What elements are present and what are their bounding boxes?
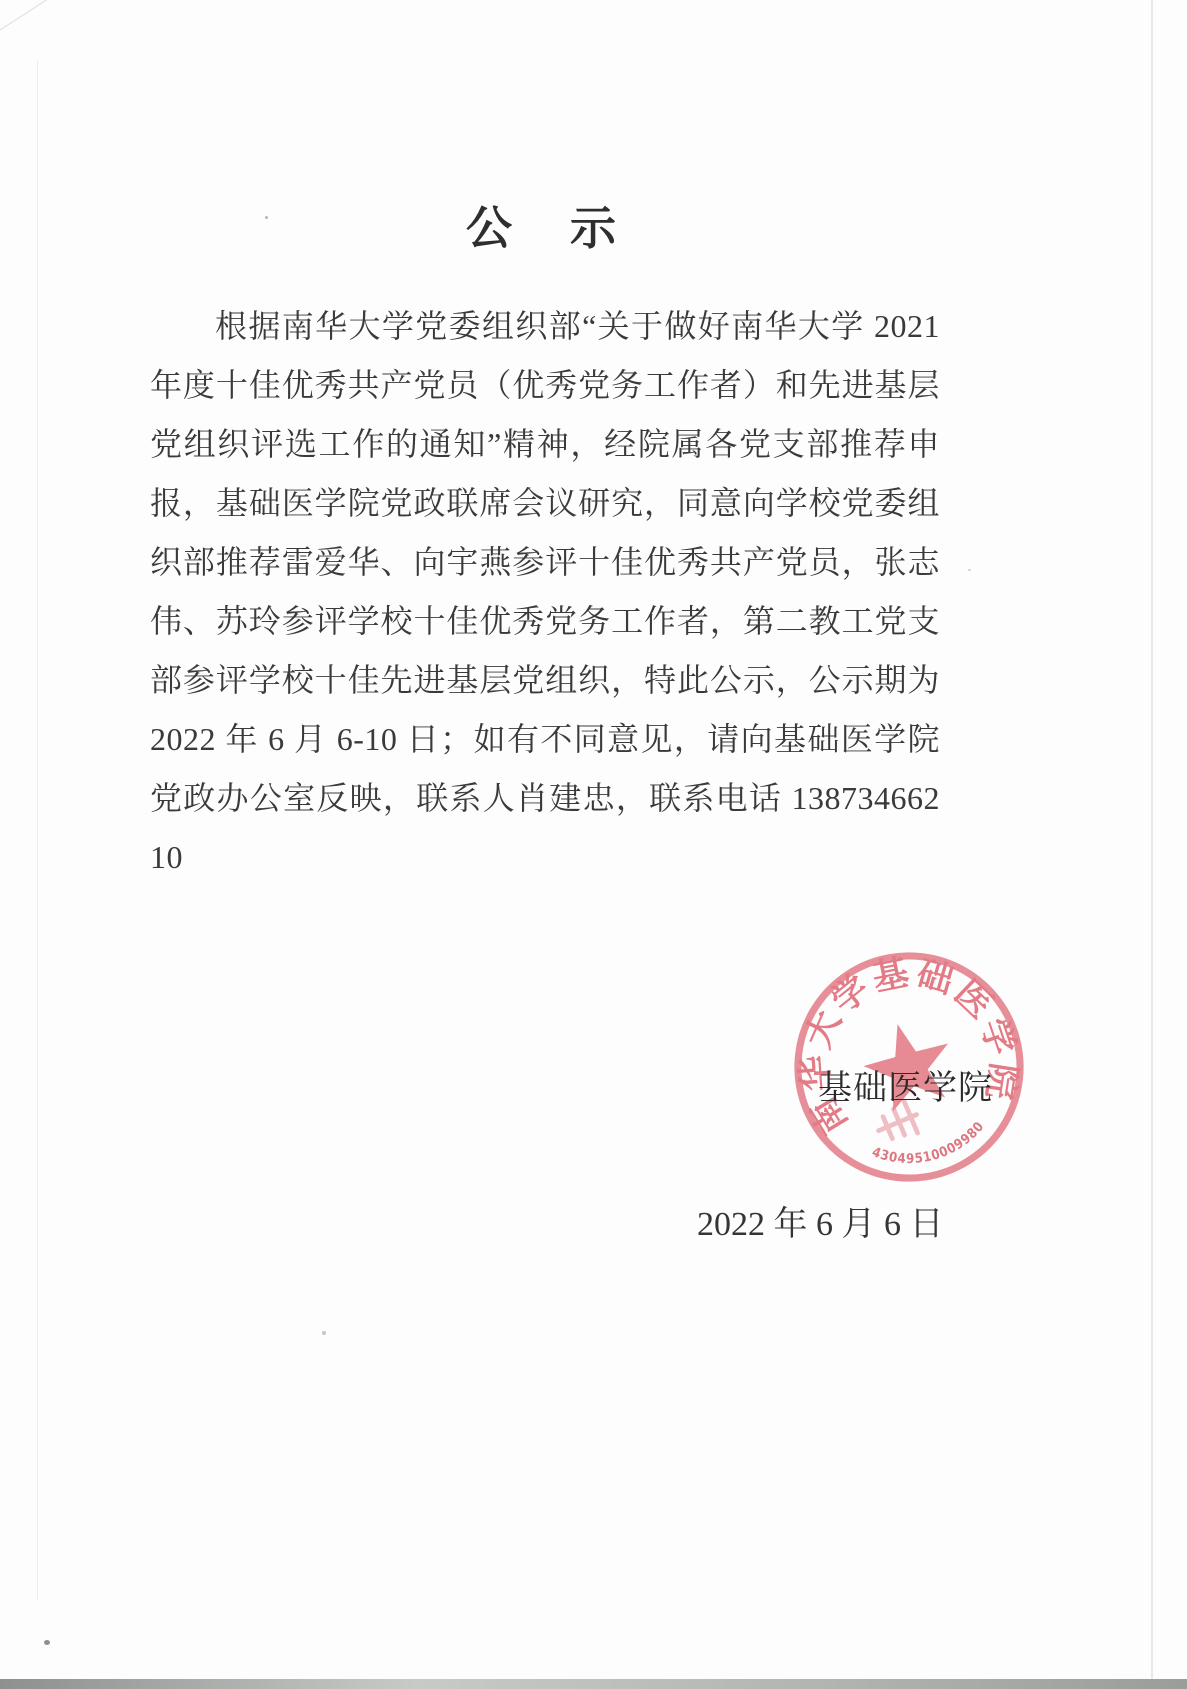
scan-speck xyxy=(322,1331,326,1335)
scan-edge-left xyxy=(37,60,38,1600)
signature-text: 基础医学院 xyxy=(818,1070,993,1107)
scan-bottom-band xyxy=(0,1679,1187,1689)
scan-edge-right xyxy=(1151,0,1153,1689)
scan-speck xyxy=(265,216,268,219)
scan-speck xyxy=(44,1640,50,1645)
notice-title: 公 示 xyxy=(466,203,622,254)
scan-corner-mark xyxy=(0,0,51,32)
seal-arc-text: 南华大学基础医学院 xyxy=(794,951,1025,1142)
seal-serial-number: 43049510009980 xyxy=(869,1117,989,1168)
notice-date: 2022 年 6 月 6 日 xyxy=(697,1206,944,1243)
notice-body: 根据南华大学党委组织部“关于做好南华大学 2021 年度十佳优秀共产党员（优秀党务工作者）和先进基层党组织评选工作的通知”精神，经院属各党支部推荐申报，基础医学院党政联席会议研究，同意向学校党委组织部推荐雷爱华、向宇燕参评十佳优秀共产党员，张志伟、苏玲参评学校十佳优秀党务工作者，第二教工党支部参评学校十佳先进基层党组织，特此公示，公示期为 2022 年 6 月 6-10 日；如有不同意见，请向基础医学院党政办公室反映，联系人肖建忠，联系电话 13873466210 xyxy=(150,308,940,875)
scan-speck xyxy=(968,569,971,571)
